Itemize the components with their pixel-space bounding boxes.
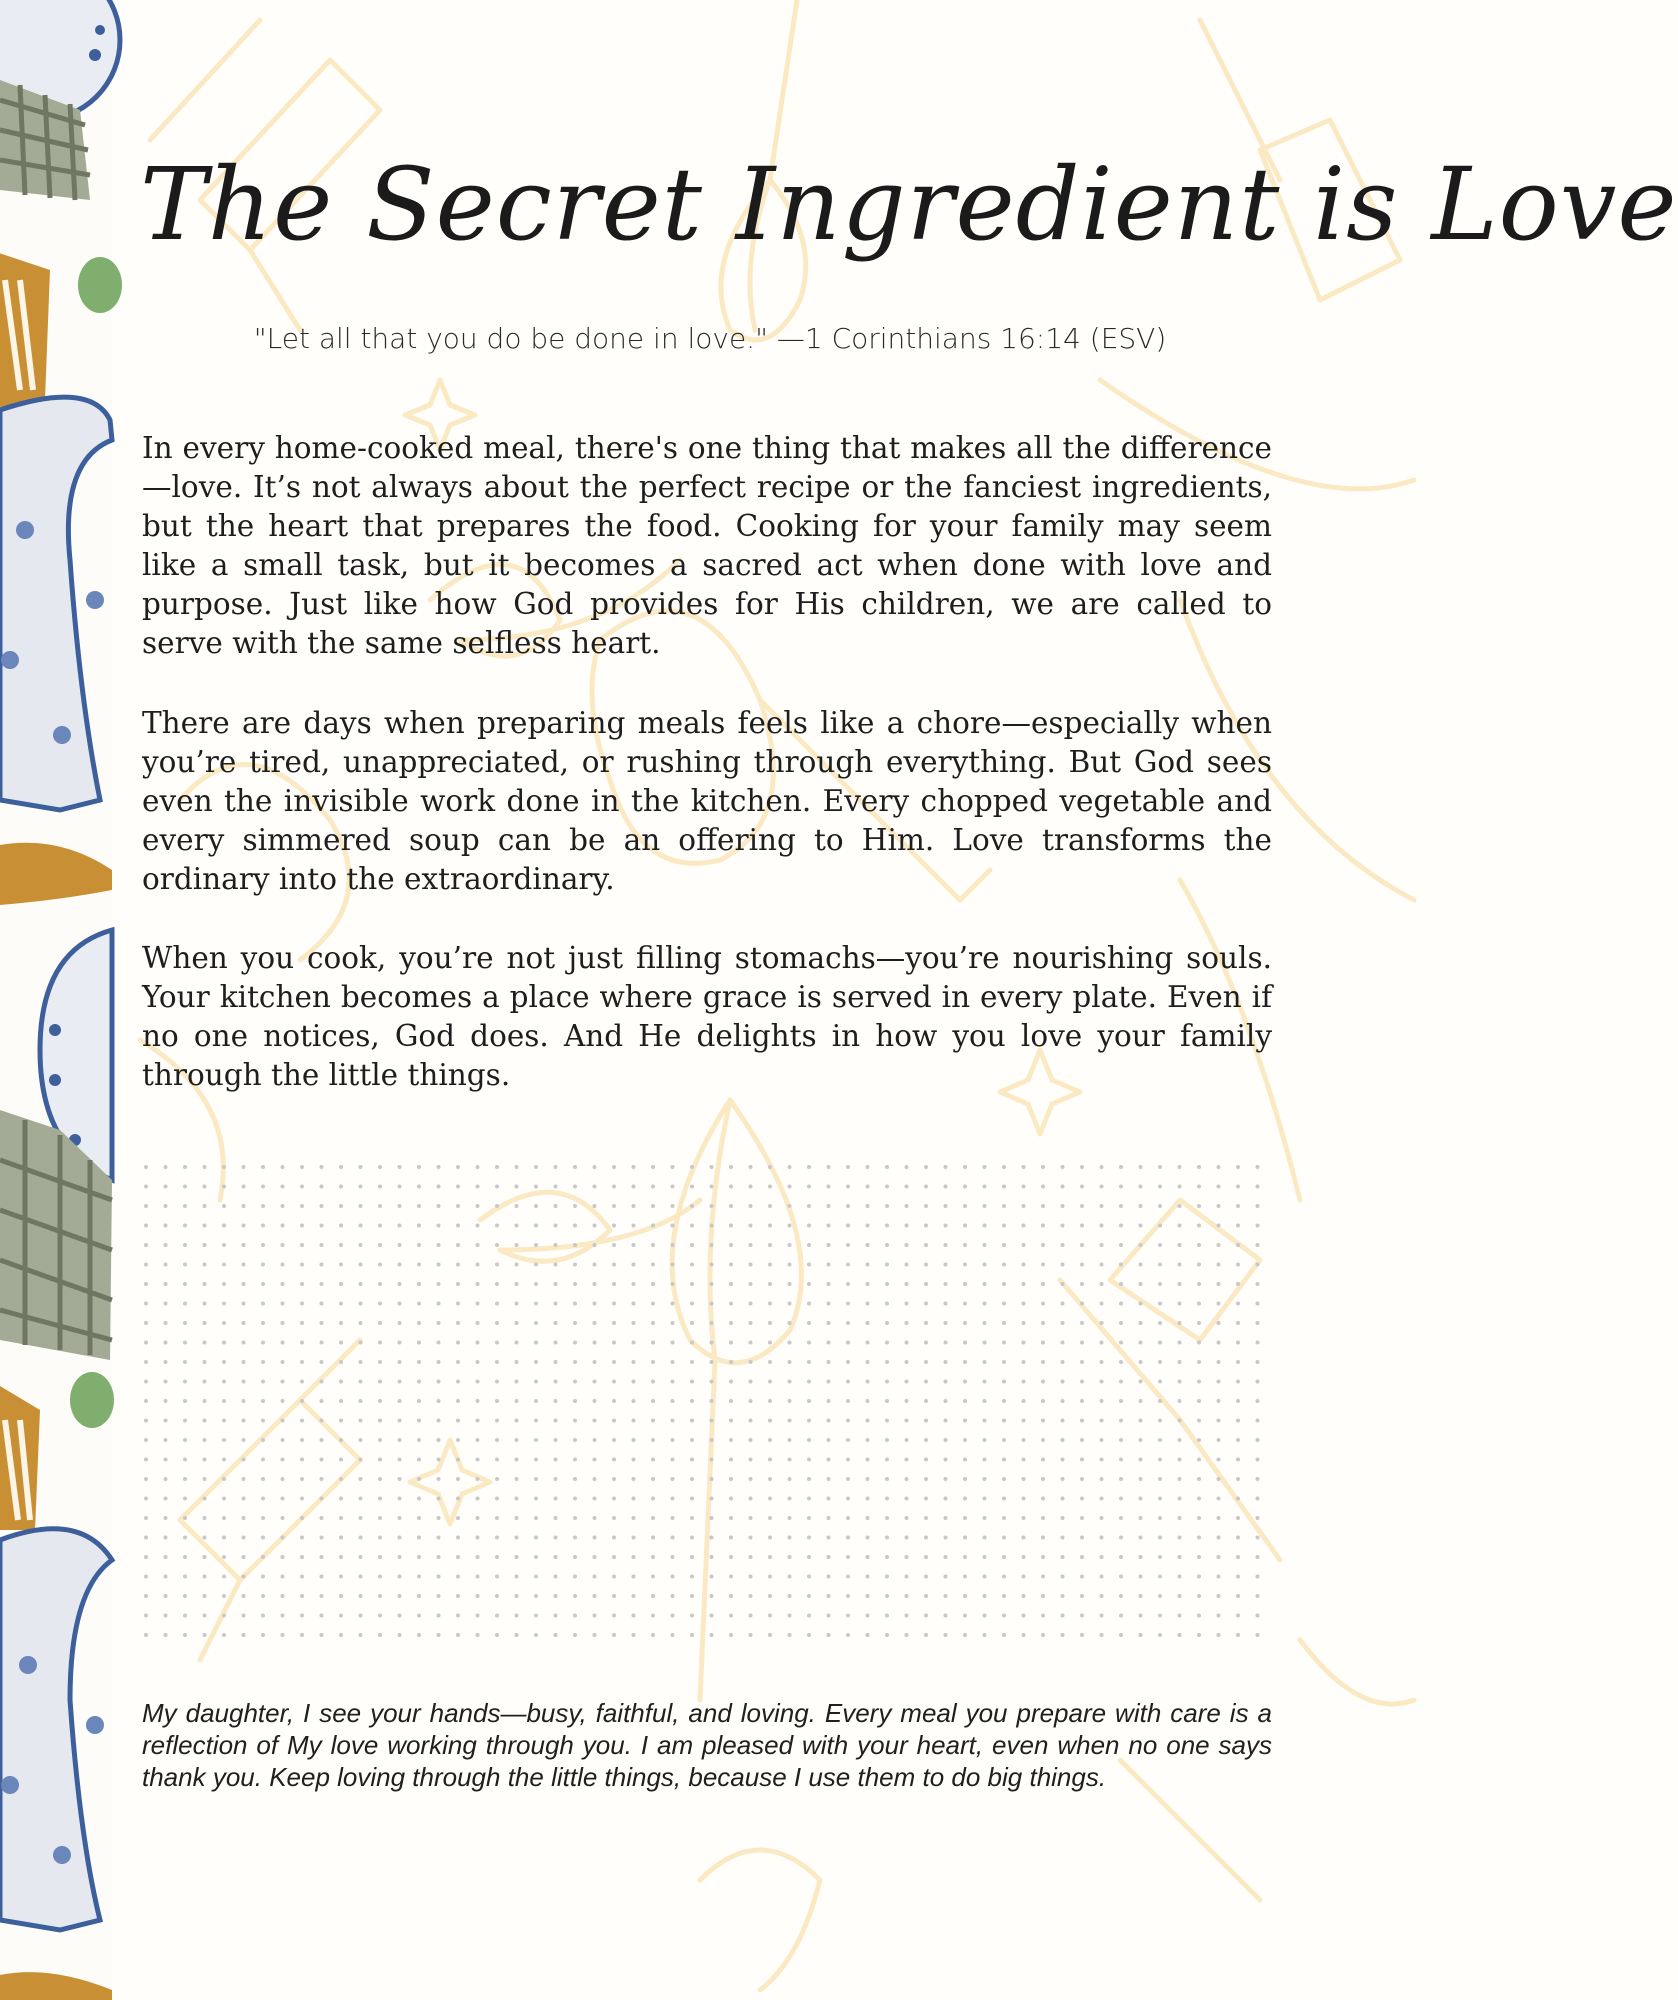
left-kitchenware-border bbox=[0, 0, 112, 2000]
body-paragraph-3: When you cook, you’re not just filling stomachs—you’re nourishing souls. Your kitchen becomes a place where grace is served in every plate. Even if no one notices, God does. And He delights in how you love your family through the little things. bbox=[142, 941, 1272, 1092]
scripture-verse: "Let all that you do be done in love." —1 Corinthians 16:14 (ESV) bbox=[253, 322, 1167, 355]
closing-devotional-note: My daughter, I see your hands—busy, faithful, and loving. Every meal you prepare with care is a reflection of My love working through you. I am pleased with your heart, even when no one says thank you. Keep loving through the little things, because I use them to do big things. bbox=[142, 1698, 1272, 1792]
page-title: The Secret Ingredient is Love bbox=[140, 146, 1678, 263]
body-paragraph-2: There are days when preparing meals feels like a chore—especially when you’re tired, unappreciated, or rushing through everything. But God sees even the invisible work done in the kitchen. Every chopped vegetable and every simmered soup can be an offering to Him. Love transforms the ordinary into the extraordinary. bbox=[142, 706, 1272, 896]
dot-grid-journal-area[interactable] bbox=[142, 1163, 1272, 1643]
body-paragraph-1: In every home-cooked meal, there's one thing that makes all the difference—love. It’s not always about the perfect recipe or the fanciest ingredients, but the heart that prepares the food. Cooking for your family may seem like a small task, but it becomes a sacred act when done with love and purpose. Just like how God provides for His children, we are called to serve with the same selfless heart. bbox=[142, 431, 1272, 660]
